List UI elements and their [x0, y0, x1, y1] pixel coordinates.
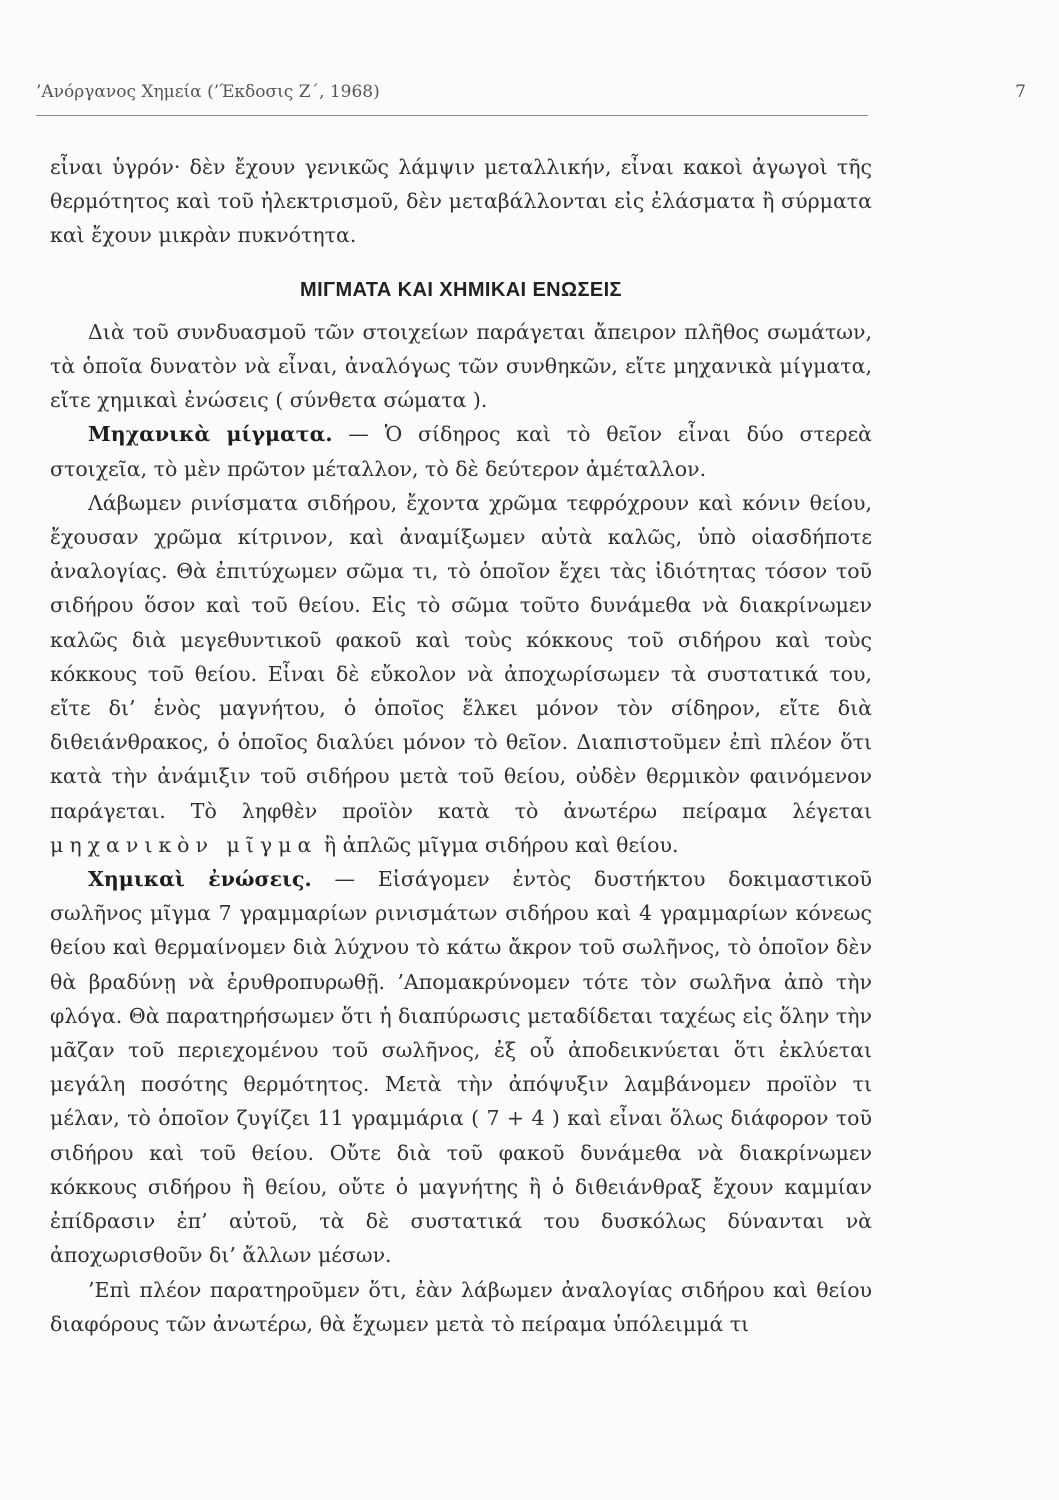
experiment-text-before: Λάβωμεν ρινίσματα σιδήρου, ἔχοντα χρῶμα τεφρόχρουν καὶ κόνιν θείου, ἔχουσαν χρῶμα κίτρινον, καὶ ἀναμίξωμεν αὐτὰ καλῶς, ὑπὸ οἱασδήποτε ἀναλογίας. Θὰ ἐπιτύχωμεν σῶμα τι, τὸ ὁποῖον ἔχει τὰς ἰδιότητας τόσον τοῦ σιδήρου ὅσον καὶ τοῦ θείου. Εἰς τὸ σῶμα τοῦτο δυνάμεθα νὰ διακρίνωμεν καλῶς διὰ μεγεθυντικοῦ φακοῦ καὶ τοὺς κόκκους τοῦ σιδήρου καὶ τοὺς κόκκους τοῦ θείου. Εἶναι δὲ εὔκολον νὰ ἀποχωρίσωμεν τὰ συστατικά του, εἴτε δι’ ἑνὸς μαγνήτου, ὁ ὁποῖος ἕλκει μόνον τὸν σίδηρον, εἴτε διὰ διθειάνθρακος, ὁ ὁποῖος διαλύει μόνον τὸ θεῖον. Διαπιστοῦμεν ἐπὶ πλέον ὅτι κατὰ τὴν ἀνάμιξιν τοῦ σιδήρου μετὰ τοῦ θείου, οὐδὲν θερμικὸν φαινόμενον παράγεται. Τὸ ληφθὲν προϊὸν κατὰ τὸ ἀνωτέρω πείραμα λέγεται — [50, 490, 872, 823]
running-header — [36, 82, 1026, 106]
paragraph-combination: Διὰ τοῦ συνδυασμοῦ τῶν στοιχείων παράγεται ἄπειρον πλῆθος σωμάτων, τὰ ὁποῖα δυνατὸν νὰ εἶναι, ἀναλόγως τῶν συνθηκῶν, εἴτε μηχανικὰ μίγματα, εἴτε χημικαὶ ἐνώσεις ( σύνθετα σώματα ). — [50, 319, 872, 413]
mechanical-mixtures-term: Μηχανικὰ μίγματα. — [88, 422, 333, 447]
page-number: 7 — [1015, 82, 1026, 102]
running-header-title: ’Ανόργανος Χημεία (’Έκδοσις Ζ΄, 1968) — [36, 82, 380, 102]
paragraph-mechanical-mixtures — [50, 417, 872, 485]
section-heading: ΜΙΓΜΑΤΑ ΚΑΙ ΧΗΜΙΚΑΙ ΕΝΩΣΕΙΣ — [300, 278, 622, 301]
paragraph-iron-sulfur-experiment — [50, 486, 872, 862]
body-text — [50, 150, 872, 1341]
mechanical-mixture-spaced-term: μηχανικὸν μῖγμα — [50, 832, 318, 857]
chemical-compounds-term: Χημικαὶ ἐνώσεις. — [88, 867, 312, 892]
chemical-compounds-text: — Εἰσάγομεν ἐντὸς δυστήκτου δοκιμαστικοῦ σωλῆνος μῖγμα 7 γραμμαρίων ρινισμάτων σιδήρου καὶ 4 γραμμαρίων κόνεως θείου καὶ θερμαίνομεν διὰ λύχνου τὸ κάτω ἄκρον τοῦ σωλῆνος, τὸ ὁποῖον δὲν θὰ βραδύνῃ νὰ ἐρυθροπυρωθῇ. ’Απομακρύνομεν τότε τὸν σωλῆνα ἀπὸ τὴν φλόγα. Θὰ παρατηρήσωμεν ὅτι ἡ διαπύρωσις μεταδίδεται ταχέως εἰς ὅλην τὴν μᾶζαν τοῦ περιεχομένου τοῦ σωλῆνος, ἐξ οὗ ἀποδεικνύεται ὅτι ἐκλύεται μεγάλη ποσότης θερμότητος. Μετὰ τὴν ἀπόψυξιν λαμβάνομεν προϊὸν τι μέλαν, τὸ ὁποῖον ζυγίζει 11 γραμμάρια ( 7 + 4 ) καὶ εἶναι ὅλως διάφορον τοῦ σιδήρου καὶ τοῦ θείου. Οὔτε διὰ τοῦ φακοῦ δυνάμεθα νὰ διακρίνωμεν κόκκους σιδήρου ἢ θείου, οὔτε ὁ μαγνήτης ἢ ὁ διθειάνθραξ ἔχουν καμμίαν ἐπίδρασιν ἐπ’ αὐτοῦ, τὰ δὲ συστατικά του δυσκόλως δύνανται νὰ ἀποχωρισθοῦν δι’ ἄλλων μέσων. — [50, 867, 872, 1268]
paragraph-chemical-compounds — [50, 862, 872, 1272]
experiment-text-after: ἢ ἁπλῶς μῖγμα σιδήρου καὶ θείου. — [317, 832, 679, 857]
header-rule — [36, 115, 868, 116]
paragraph-proportions: ’Επὶ πλέον παρατηροῦμεν ὅτι, ἐὰν λάβωμεν ἀναλογίας σιδήρου καὶ θείου διαφόρους τῶν ἀνωτέρω, θὰ ἔχωμεν μετὰ τὸ πείραμα ὑπόλειμμά τι — [50, 1277, 872, 1336]
intro-paragraph: εἶναι ὑγρόν· δὲν ἔχουν γενικῶς λάμψιν μεταλλικήν, εἶναι κακοὶ ἀγωγοὶ τῆς θερμότητος καὶ τοῦ ἠλεκτρισμοῦ, δὲν μεταβάλλονται εἰς ἐλάσματα ἢ σύρματα καὶ ἔχουν μικρὰν πυκνότητα. — [50, 155, 872, 248]
mechanical-mixtures-text: — Ὁ σίδηρος καὶ τὸ θεῖον εἶναι δύο στερεὰ στοιχεῖα, τὸ μὲν πρῶτον μέταλλον, τὸ δὲ δεύτερον ἀμέταλλον. — [50, 422, 872, 481]
